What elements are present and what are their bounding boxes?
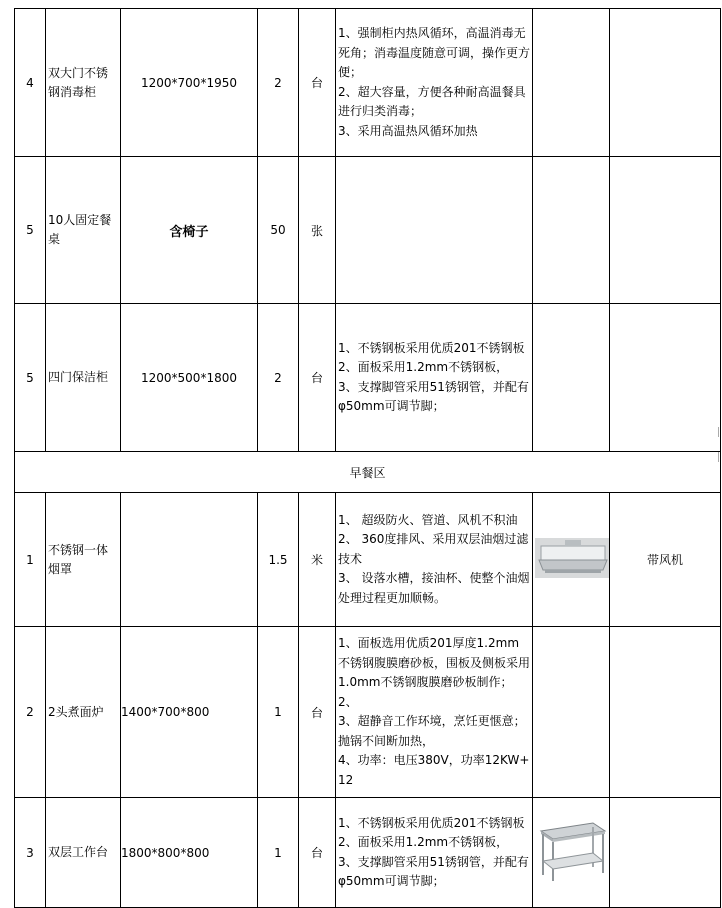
description-line: 1、不锈钢板采用优质201不锈钢板 <box>338 340 525 355</box>
item-image-cell <box>533 9 610 157</box>
description-line: 2、 360度排风、采用双层油烟过滤技术 <box>338 532 529 566</box>
item-number: 5 <box>15 304 46 452</box>
description-line: 3、支撑脚管采用51锈钢管，并配有φ50mm可调节脚； <box>338 379 529 413</box>
item-quantity: 2 <box>258 304 299 452</box>
item-image-cell <box>533 157 610 304</box>
section-row <box>15 452 721 493</box>
item-unit: 张 <box>299 157 336 304</box>
section-title: 早餐区 <box>15 452 721 493</box>
item-quantity: 1 <box>258 798 299 908</box>
description-line: 1、面板选用优质201厚度1.2mm不锈钢腹膜磨砂板，围板及侧板采用1.0mm不锈钢腹膜磨砂板制作； <box>338 636 531 689</box>
item-unit: 台 <box>299 9 336 157</box>
item-spec: 1200*700*1950 <box>121 9 258 157</box>
item-name: 四门保洁柜 <box>46 304 121 452</box>
range-hood-image <box>535 538 610 578</box>
description-line: 2、 <box>338 694 358 709</box>
item-description <box>336 798 533 908</box>
item-name: 双大门不锈钢消毒柜 <box>46 9 121 157</box>
page-edge-mark <box>718 452 722 462</box>
table-row <box>15 9 721 157</box>
item-quantity: 1 <box>258 627 299 798</box>
item-spec: 1800*800*800 <box>121 798 258 908</box>
table-row <box>15 493 721 627</box>
item-number: 4 <box>15 9 46 157</box>
item-number: 3 <box>15 798 46 908</box>
equipment-table <box>14 8 721 908</box>
item-unit: 米 <box>299 493 336 627</box>
item-image-cell <box>533 304 610 452</box>
item-unit: 台 <box>299 798 336 908</box>
item-name: 双层工作台 <box>46 798 121 908</box>
description-line: 4、功率：电压380V，功率12KW+12 <box>338 753 530 787</box>
item-image-cell <box>533 798 610 908</box>
description-line: 2、超大容量，方便各种耐高温餐具进行归类消毒； <box>338 84 526 118</box>
description-line: 3、采用高温热风循环加热 <box>338 123 478 138</box>
item-unit: 台 <box>299 627 336 798</box>
item-description <box>336 493 533 627</box>
item-spec: 1200*500*1800 <box>121 304 258 452</box>
item-note <box>610 798 721 908</box>
table-row <box>15 157 721 304</box>
item-quantity: 50 <box>258 157 299 304</box>
item-note <box>610 627 721 798</box>
item-spec: 1400*700*800 <box>121 627 258 798</box>
description-line: 2、面板采用1.2mm不锈钢板， <box>338 360 509 374</box>
table-row <box>15 304 721 452</box>
item-quantity: 1.5 <box>258 493 299 627</box>
page-edge-mark <box>718 427 722 437</box>
item-description <box>336 9 533 157</box>
item-spec: 含椅子 <box>121 157 258 304</box>
item-name: 2头煮面炉 <box>46 627 121 798</box>
item-spec <box>121 493 258 627</box>
worktable-image <box>535 817 607 885</box>
description-line: 3、 设落水槽，接油杯、使整个油烟处理过程更加顺畅。 <box>338 571 530 605</box>
item-quantity: 2 <box>258 9 299 157</box>
item-description <box>336 627 533 798</box>
description-line: 2、面板采用1.2mm不锈钢板， <box>338 835 509 849</box>
item-description <box>336 304 533 452</box>
description-line: 1、强制柜内热风循环，高温消毒无死角；消毒温度随意可调，操作更方便； <box>338 26 531 79</box>
item-image-cell <box>533 493 610 627</box>
item-note <box>610 304 721 452</box>
description-line: 1、 超级防火、管道、风机不积油 <box>338 512 518 527</box>
description-line: 3、超静音工作环境，烹饪更惬意；抛锅不间断加热， <box>338 714 526 748</box>
item-number: 1 <box>15 493 46 627</box>
item-note <box>610 157 721 304</box>
table-row <box>15 798 721 908</box>
description-line: 3、支撑脚管采用51锈钢管，并配有φ50mm可调节脚； <box>338 854 529 888</box>
item-number: 2 <box>15 627 46 798</box>
item-unit: 台 <box>299 304 336 452</box>
item-image-cell <box>533 627 610 798</box>
description-line: 1、不锈钢板采用优质201不锈钢板 <box>338 815 525 830</box>
item-note: 带风机 <box>610 493 721 627</box>
item-number: 5 <box>15 157 46 304</box>
item-description <box>336 157 533 304</box>
table-row <box>15 627 721 798</box>
item-name: 10人固定餐桌 <box>46 157 121 304</box>
item-name: 不锈钢一体烟罩 <box>46 493 121 627</box>
item-note <box>610 9 721 157</box>
